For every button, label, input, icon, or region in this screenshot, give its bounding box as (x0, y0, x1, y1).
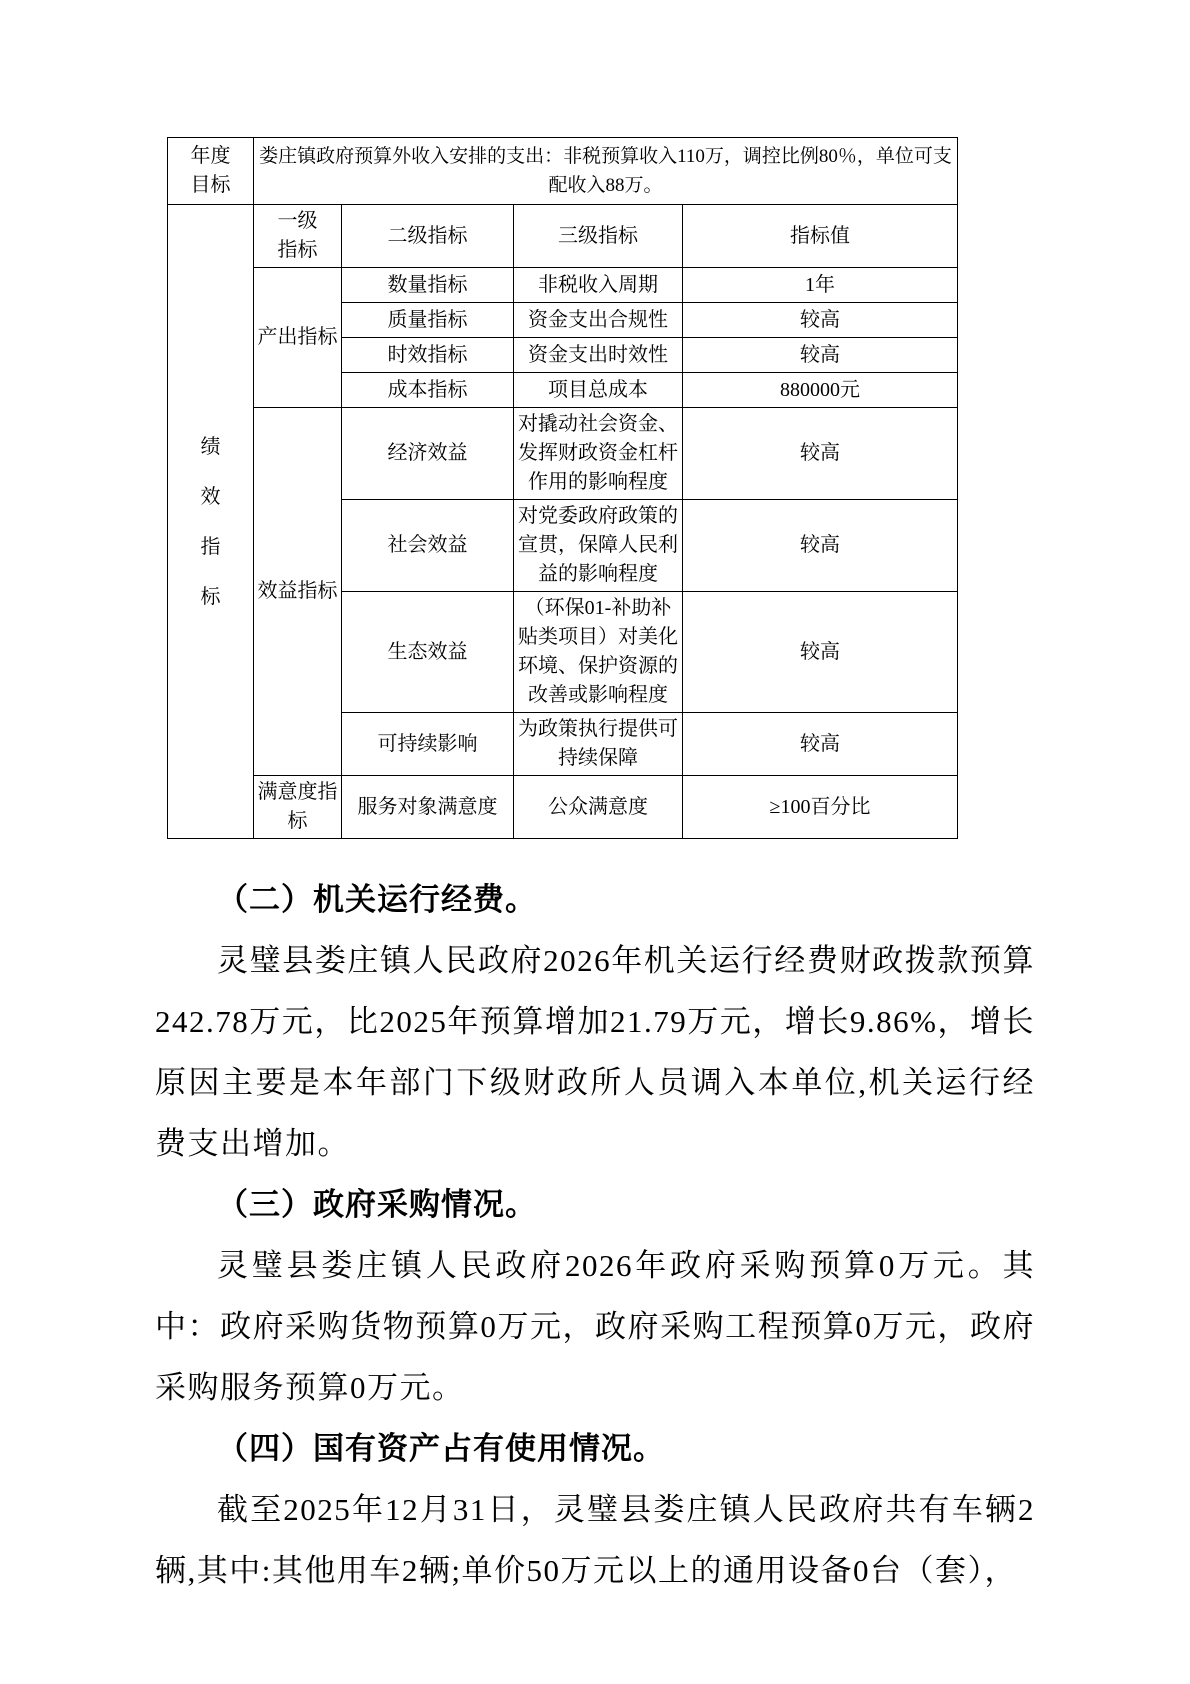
level3-cell: 为政策执行提供可持续保障 (514, 713, 683, 776)
value-cell: 较高 (683, 408, 958, 500)
level2-cell: 数量指标 (342, 268, 514, 303)
value-cell: 较高 (683, 338, 958, 373)
level2-cell: 社会效益 (342, 500, 514, 592)
level2-cell: 可持续影响 (342, 713, 514, 776)
value-cell: 1年 (683, 268, 958, 303)
group-benefit-label-cell: 效益指标 (254, 408, 342, 776)
level2-cell: 服务对象满意度 (342, 776, 514, 839)
annual-goal-row (168, 138, 958, 205)
level3-cell: 非税收入周期 (514, 268, 683, 303)
section-heading: （四）国有资产占有使用情况。 (217, 1431, 665, 1466)
value-cell: 880000元 (683, 373, 958, 408)
section-organ-operating-expenses (155, 869, 1035, 1174)
section-paragraph: 灵璧县娄庄镇人民政府2026年机关运行经费财政拨款预算242.78万元，比2025年预算增加21.79万元，增长9.86%，增长原因主要是本年部门下级财政所人员调入本单位,机关运行经费支出增加。 (155, 943, 1035, 1161)
performance-indicator-table (167, 137, 958, 839)
level2-cell: 时效指标 (342, 338, 514, 373)
level3-cell: 对党委政府政策的宣贯，保障人民利益的影响程度 (514, 500, 683, 592)
group-output-label-cell: 产出指标 (254, 268, 342, 408)
level3-cell: 公众满意度 (514, 776, 683, 839)
level3-cell: 对撬动社会资金、发挥财政资金杠杆作用的影响程度 (514, 408, 683, 500)
header-level3-cell: 三级指标 (514, 205, 683, 268)
level2-cell: 生态效益 (342, 592, 514, 713)
section-paragraph: 截至2025年12月31日，灵璧县娄庄镇人民政府共有车辆2辆,其中:其他用车2辆;单价50万元以上的通用设备0台（套）， (155, 1492, 1035, 1588)
table-row (168, 776, 958, 839)
indicator-header-row (168, 205, 958, 268)
level3-cell: 项目总成本 (514, 373, 683, 408)
level3-cell: 资金支出时效性 (514, 338, 683, 373)
value-cell: 较高 (683, 713, 958, 776)
header-level1-cell (254, 205, 342, 268)
level2-cell: 经济效益 (342, 408, 514, 500)
annual-goal-text-cell: 娄庄镇政府预算外收入安排的支出：非税预算收入110万，调控比例80％，单位可支配收入88万。 (254, 138, 958, 205)
header-level2-cell: 二级指标 (342, 205, 514, 268)
value-cell: 较高 (683, 592, 958, 713)
value-cell: ≥100百分比 (683, 776, 958, 839)
body-text (155, 869, 1035, 1601)
level3-cell: 资金支出合规性 (514, 303, 683, 338)
performance-label: 绩效指标 (200, 435, 221, 608)
annual-goal-label-cell (168, 138, 254, 205)
value-cell: 较高 (683, 303, 958, 338)
table-row (168, 408, 958, 500)
header-level1: 一级指标 (277, 210, 318, 261)
level2-cell: 成本指标 (342, 373, 514, 408)
section-paragraph: 灵璧县娄庄镇人民政府2026年政府采购预算0万元。其中：政府采购货物预算0万元，政府采购工程预算0万元，政府采购服务预算0万元。 (155, 1248, 1035, 1405)
value-cell: 较高 (683, 500, 958, 592)
annual-goal-label: 年度目标 (190, 145, 231, 196)
section-heading: （二）机关运行经费。 (217, 882, 537, 917)
group-satisfaction-label-cell: 满意度指标 (254, 776, 342, 839)
header-value-cell: 指标值 (683, 205, 958, 268)
level3-cell: （环保01-补助补贴类项目）对美化环境、保护资源的改善或影响程度 (514, 592, 683, 713)
section-state-owned-assets (155, 1418, 1035, 1601)
section-heading: （三）政府采购情况。 (217, 1187, 537, 1222)
level2-cell: 质量指标 (342, 303, 514, 338)
performance-label-cell (168, 205, 254, 839)
table-row (168, 268, 958, 303)
section-government-procurement (155, 1174, 1035, 1418)
